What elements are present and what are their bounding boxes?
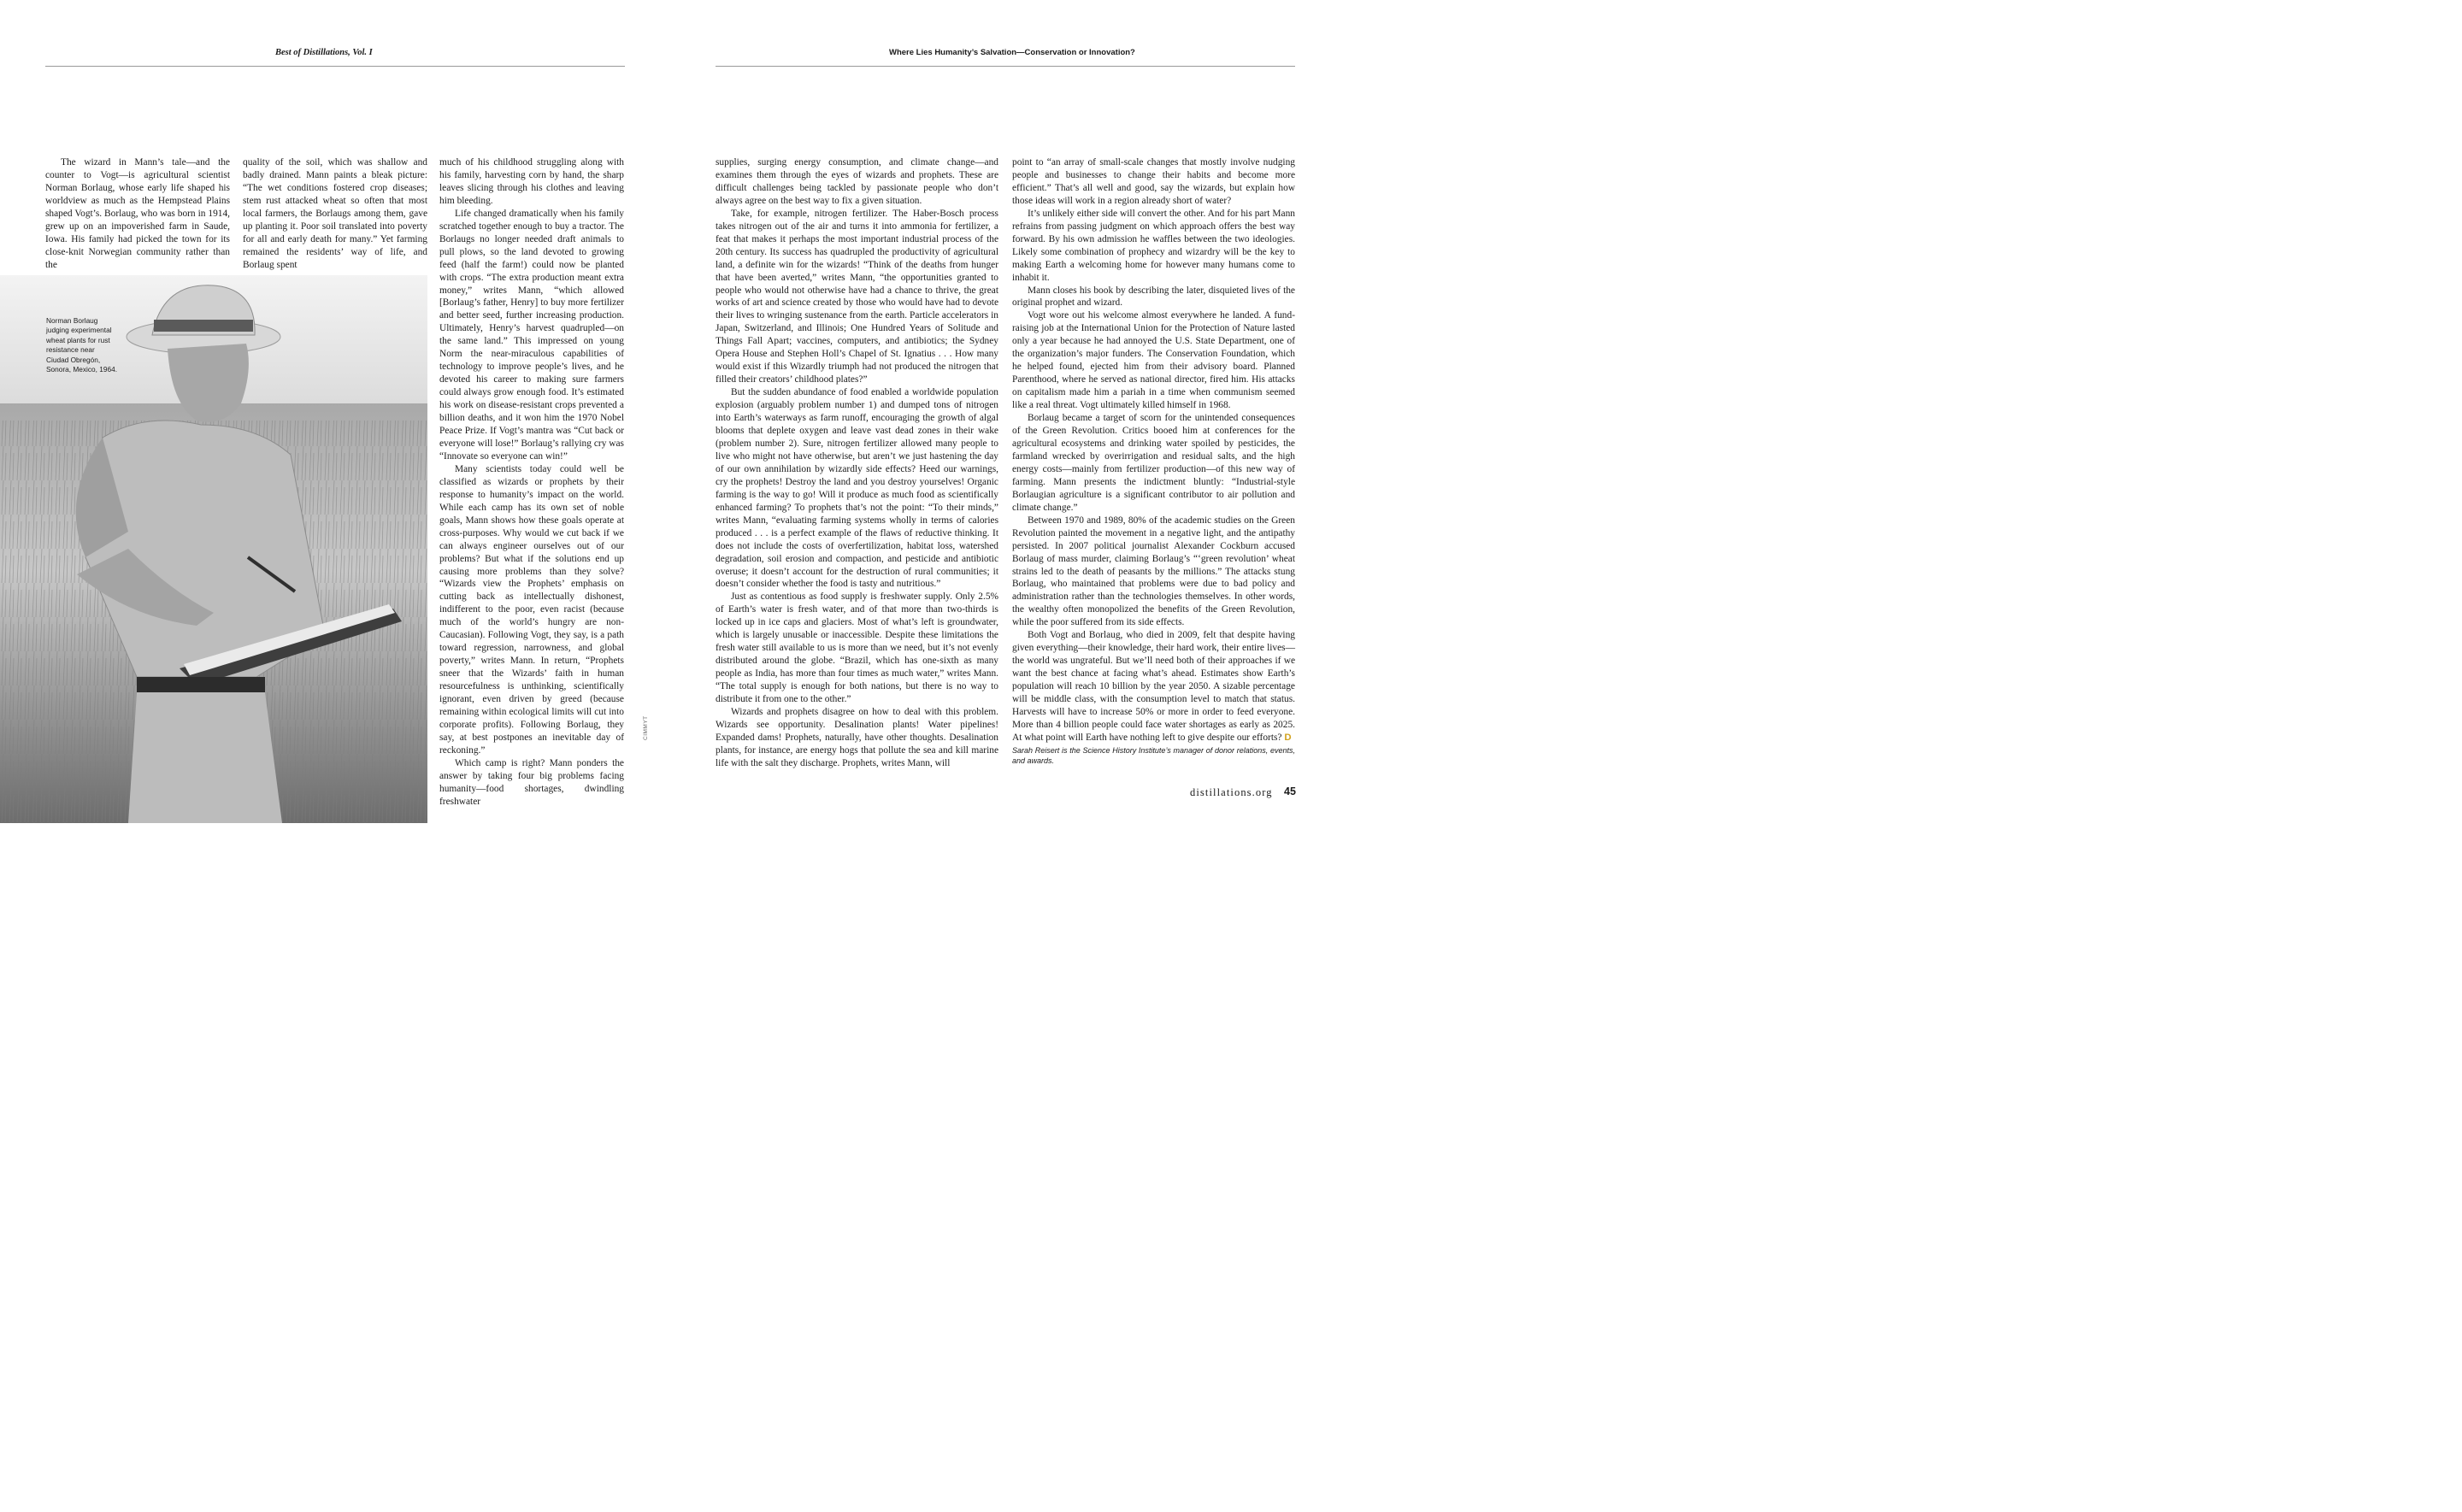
text-column-1 <box>45 156 230 272</box>
author-bio: Sarah Reisert is the Science History Institute’s manager of donor relations, events, and awards. <box>1012 745 1295 765</box>
page-number: 45 <box>1284 785 1296 797</box>
paragraph: Take, for example, nitrogen fertilizer. The Haber-Bosch process takes nitrogen out of the air and turns it into ammonia for fertilizer, a feat that makes it perhaps the most important industrial process of the 20th century. Its success has quadrupled the productivity of agricultural land, a definite win for the wizards! “Think of the deaths from hunger that have been averted,” writes Mann, “the opportunities granted to people who would not otherwise have had a chance to thrive, the great works of art and science created by those who would have had to devote their lives to wringing sustenance from the earth. Particle accelerators in Japan, Switzerland, and Illinois; One Hundred Years of Solitude and Things Fall Apart; vaccines, computers, and antibiotics; the Sydney Opera House and Stephen Holl’s Chapel of St. Ignatius . . . How many would exist if this Wizardly triumph had not produced the nitrogen that filled their creators’ childhood plates?” <box>716 208 998 385</box>
end-mark-icon: D <box>1284 732 1292 743</box>
paragraph: Life changed dramatically when his family scratched together enough to buy a tractor. The Borlaugs no longer needed draft animals to pull plows, so the land devoted to growing feed (half the farm!) could now be planted with crops. “The extra production meant extra money,” writes Mann, “which allowed [Borlaug’s father, Henry] to buy more fertilizer and better seed, further increasing production. Ultimately, Henry’s harvest quadrupled—on the same land.” This impressed on young Norm the near-miraculous capabilities of technology to improve people’s lives, and he devoted his career to making sure farmers could always grow enough food. It’s estimated his work on disease-resistant crops prevented a billion deaths, and it won him the 1970 Nobel Peace Prize. If Vogt’s mantra was “Cut back or everyone will lose!” Borlaug’s rallying cry was “Innovate so everyone can win!” <box>439 208 624 462</box>
running-header-right: Where Lies Humanity’s Salvation—Conservation or Innovation? <box>889 48 1135 57</box>
header-rule-right <box>716 66 1295 67</box>
text-column-5 <box>1012 156 1295 766</box>
paragraph: Wizards and prophets disagree on how to deal with this problem. Wizards see opportunity. Desalination plants! Water pipelines! Expanded dams! Prophets, naturally, have other thoughts. Desalination plants, for instance, are energy hogs that pollute the sea and kill marine life with the salt they discharge. Prophets, writes Mann, will <box>716 706 998 768</box>
paragraph-text: Both Vogt and Borlaug, who died in 2009, felt that despite having given everything—their knowledge, their hard work, their entire lives—the world was ungrateful. But we’ll need both of their approaches if we want the best chance at facing what’s ahead. Estimates show Earth’s population will reach 10 billion by the year 2050. A sizable percentage will be middle class, with the consumption level to match that status. Harvests will have to increase 50% or more in order to feed everyone. More than 4 billion people could face water shortages as early as 2025. At what point will Earth have nothing left to give despite our efforts? <box>1012 630 1295 743</box>
paragraph: But the sudden abundance of food enabled a worldwide population explosion (arguably problem number 1) and dumped tons of nitrogen into Earth’s waterways as farm runoff, encouraging the growth of algal blooms that deplete oxygen and leave vast dead zones in their wake (problem number 2). Sure, nitrogen fertilizer allowed many people to live who might not have otherwise, but aren’t we just hastening the day of our own annihilation by wizardly side effects? Heed our warnings, cry the prophets! Destroy the land and you destroy yourselves! Organic farming is the way to go! Will it produce as much food as scientifically enhanced farming? To prophets that’s not the point: “To their minds,” writes Mann, “evaluating farming systems wholly in terms of calories produced . . . is a perfect example of the flaws of reductive thinking. It does not include the costs of overfertilization, habitat loss, watershed degradation, soil erosion and compaction, and pesticide and antibiotic overuse; it doesn’t account for the destruction of rural communities; it doesn’t consider whether the food is tasty and nutritious.” <box>716 387 998 590</box>
paragraph: Which camp is right? Mann ponders the answer by taking four big problems facing humanity—food shortages, dwindling freshwater <box>439 757 624 807</box>
text-column-2 <box>243 156 427 272</box>
text-column-4 <box>716 156 998 770</box>
paragraph: quality of the soil, which was shallow and badly drained. Mann paints a bleak picture: “The wet conditions fostered crop diseases; stem rust attacked wheat so often that most local farmers, the Borlaugs among them, gave up planting it. Poor soil translated into poverty for all and early death for many.” Yet farming remained the residents’ way of life, and Borlaug spent <box>243 157 427 270</box>
last-paragraph <box>1012 629 1295 744</box>
photo-credit: CIMMYT <box>643 715 649 740</box>
paragraph: Many scientists today could well be classified as wizards or prophets by their response to humanity’s impact on the world. While each camp has its own set of noble goals, Mann shows how these goals operate at cross-purposes. Why would we cut back if we can always engineer ourselves out of our problems? But what if the solutions end up causing more problems than they solve? “Wizards view the Prophets’ emphasis on cutting back as intellectually dishonest, indifferent to the poor, even racist (because much of the world’s hungry are non-Caucasian). Following Vogt, they say, is a path toward regression, narrowness, and global poverty,” writes Mann. In return, “Prophets sneer that the Wizards’ faith in human resourcefulness is unthinking, scientifically ignorant, even driven by greed (because remaining within ecological limits will cut into corporate profits). Following Borlaug, they say, at best postpones an inevitable day of reckoning.” <box>439 463 624 756</box>
photo-caption: Norman Borlaug judging experimental wheat plants for rust resistance near Ciudad Obregón, Sonora, Mexico, 1964. <box>46 316 118 374</box>
footer-site: distillations.org <box>1190 786 1273 798</box>
paragraph: Borlaug became a target of scorn for the unintended consequences of the Green Revolution. Critics booed him at conferences for the agricultural ecosystems and drinking water spoiled by pesticides, the farmland wrecked by overirrigation and residual salts, and the high energy costs—mainly from fertilizer production—of this new way of farming. Mann presents the indictment bluntly: “Industrial-style Borlaugian agriculture is a significant contributor to air pollution and climate change.” <box>1012 413 1295 513</box>
paragraph: The wizard in Mann’s tale—and the counter to Vogt—is agricultural scientist Norman Borlaug, whose early life shaped his worldview as much as the Hempstead Plains shaped Vogt’s. Borlaug, who was born in 1914, grew up on an impoverished farm in Saude, Iowa. His family had picked the town for its close-knit Norwegian community rather than the <box>45 157 230 270</box>
running-header-left: Best of Distillations, Vol. I <box>275 48 373 57</box>
paragraph: point to “an array of small-scale changes that mostly involve nudging people and businesses to change their habits and become more efficient.” That’s all well and good, say the wizards, but explain how those ideas will work in a region already short of water? <box>1012 157 1295 206</box>
paragraph: It’s unlikely either side will convert the other. And for his part Mann refrains from passing judgment on which approach offers the best way forward. By his own admission he waffles between the two ideologies. Likely some combination of prophecy and wizardry will be the key to making Earth a welcoming home for however many humans come to inhabit it. <box>1012 208 1295 283</box>
paragraph: Vogt wore out his welcome almost everywhere he landed. A fund-raising job at the International Union for the Protection of Nature lasted only a year because he had annoyed the U.S. State Department, one of the organization’s major funders. The Conservation Foundation, which he helped found, ejected him from their advisory board. Planned Parenthood, where he served as national director, fired him. His attacks on capitalism made him a pariah in a time when communism seemed like a real threat. Vogt ultimately killed himself in 1968. <box>1012 310 1295 411</box>
header-rule-left <box>45 66 625 67</box>
paragraph: Just as contentious as food supply is freshwater supply. Only 2.5% of Earth’s water is fresh water, and of that more than two-thirds is locked up in ice caps and glaciers. Most of what’s left is groundwater, which is largely unusable or inaccessible. Despite these limitations the fresh water still available to us is more than we need, but it’s not evenly distributed around the globe. “Brazil, which has one-sixth as many people as India, has more than four times as much water,” writes Mann. “The total supply is enough for both nations, but there is no way to distribute it from one to the other.” <box>716 591 998 705</box>
paragraph: Mann closes his book by describing the later, disquieted lives of the original prophet and wizard. <box>1012 285 1295 309</box>
paragraph: much of his childhood struggling along with his family, harvesting corn by hand, the sharp leaves slicing through his clothes and leaving him bleeding. <box>439 157 624 206</box>
paragraph: Between 1970 and 1989, 80% of the academic studies on the Green Revolution painted the movement in a negative light, and the antipathy persisted. In 2007 political journalist Alexander Cockburn accused Borlaug of mass murder, claiming Borlaug’s “‘green revolution’ wheat strains led to the death of peasants by the millions.” The attacks stung Borlaug, who maintained that problems were due to bad policy and administration rather than the technologies themselves. In other words, the wealthy often monopolized the benefits of the Green Revolution, while the poor suffered from its side effects. <box>1012 515 1295 628</box>
paragraph: supplies, surging energy consumption, and climate change—and examines them through the eyes of wizards and prophets. These are difficult challenges being tackled by passionate people who don’t always agree on the best way to fix a given situation. <box>716 157 998 206</box>
text-column-3 <box>439 156 624 809</box>
